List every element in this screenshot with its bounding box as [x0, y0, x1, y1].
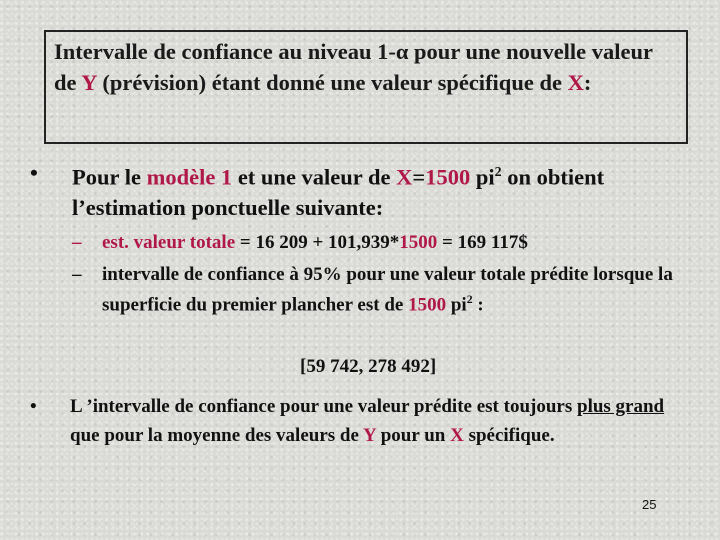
title-text: pour une nouvelle valeur de — [54, 39, 653, 95]
superscript: 2 — [494, 165, 502, 180]
alpha-symbol: α — [395, 39, 409, 64]
title-text: : — [583, 70, 592, 95]
estimate-label: est. valeur totale — [102, 232, 236, 253]
title-text: (prévision) étant donné une valeur spécifique de — [96, 70, 568, 95]
text-segment: on obtient l’estimation ponctuelle suivante: — [72, 164, 605, 220]
text-segment: que pour la moyenne des valeurs de — [70, 425, 363, 446]
dash-marker: – — [72, 264, 82, 285]
title-y-variable: Y — [81, 70, 97, 95]
superscript: 2 — [466, 293, 473, 306]
x-value: 1500 — [425, 164, 471, 190]
bullet-marker: • — [30, 160, 38, 185]
title-x-variable: X — [567, 70, 584, 95]
text-segment: Pour le — [72, 164, 147, 190]
x-value: 1500 — [408, 294, 447, 316]
text-segment: = — [412, 164, 426, 190]
text-segment: L ’intervalle de confiance pour une valeur prédite est toujours — [70, 396, 577, 417]
text-segment: et une valeur de — [232, 164, 397, 190]
title-text: Intervalle de confiance au niveau 1- — [54, 39, 396, 64]
underlined-text: plus grand — [577, 396, 665, 417]
x-variable: X — [396, 164, 413, 190]
text-segment: pour un — [375, 425, 451, 446]
bullet-text — [72, 158, 692, 223]
text-segment: pi — [446, 294, 467, 316]
estimate-formula — [102, 230, 528, 255]
formula-text: = 16 209 + 101,939* — [235, 232, 400, 253]
text-segment: spécifique. — [463, 425, 555, 446]
bullet-text — [70, 392, 690, 450]
x-value: 1500 — [399, 232, 438, 253]
bullet-marker: • — [30, 396, 37, 417]
text-segment: intervalle de confiance à 95% pour une valeur totale prédite lorsque la superficie du premier plancher est de — [102, 264, 673, 316]
model-label: modèle 1 — [146, 164, 233, 190]
interval-description — [102, 262, 682, 317]
y-variable: Y — [362, 425, 376, 446]
page-number: 25 — [642, 497, 657, 512]
text-segment: : — [472, 294, 484, 316]
text-segment: pi — [470, 164, 495, 190]
slide-title-box — [44, 30, 688, 144]
dash-marker: – — [72, 232, 82, 253]
formula-text: = 169 117$ — [437, 232, 528, 253]
x-variable: X — [450, 425, 464, 446]
confidence-interval-result: [59 742, 278 492] — [300, 356, 437, 377]
